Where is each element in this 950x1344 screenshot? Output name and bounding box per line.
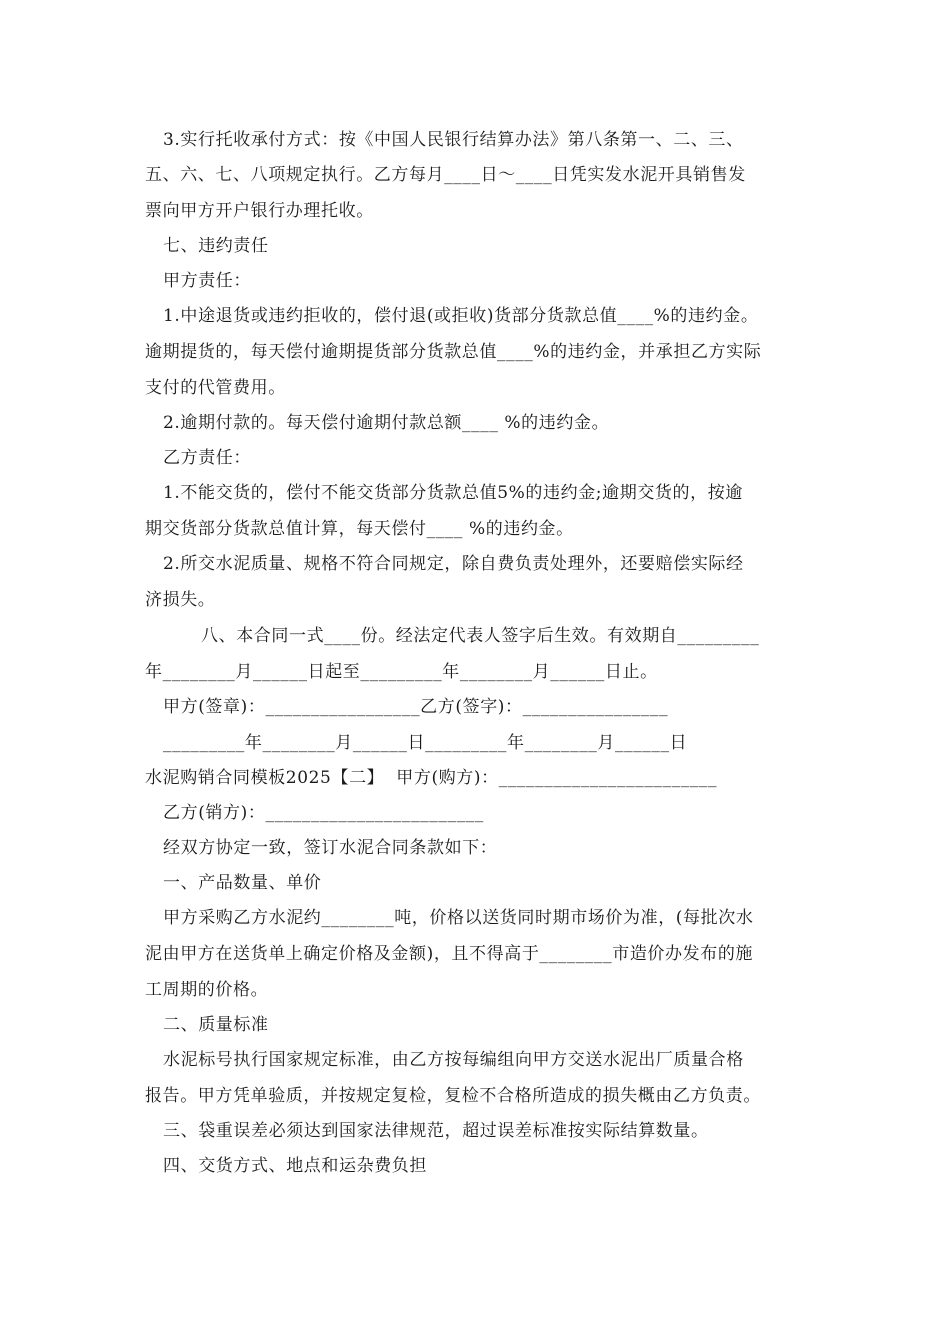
subheading: 乙方责任： [163, 448, 251, 468]
paragraph-line: 2.逾期付款的。每天偿付逾期付款总额____ %的违约金。 [163, 413, 610, 433]
paragraph-line: 3.实行托收承付方式：按《中国人民银行结算办法》第八条第一、二、三、 [163, 130, 744, 150]
paragraph-line: 八、本合同一式____份。经法定代表人签字后生效。有效期自_________ [201, 626, 760, 646]
paragraph-line: 逾期提货的，每天偿付逾期提货部分货款总值____%的违约金，并承担乙方实际 [145, 342, 762, 362]
paragraph-line: 经双方协定一致，签订水泥合同条款如下： [163, 838, 498, 858]
party-line: 乙方(销方)：________________________ [163, 803, 484, 823]
paragraph-line: 1.不能交货的，偿付不能交货部分货款总值5%的违约金;逾期交货的，按逾 [163, 483, 743, 503]
signature-line: 甲方(签章)：_________________乙方(签字)：________________ [163, 697, 669, 717]
section-heading: 七、违约责任 [163, 236, 269, 256]
paragraph-line: 期交货部分货款总值计算，每天偿付____ %的违约金。 [145, 519, 574, 539]
section-heading: 二、质量标准 [163, 1015, 269, 1035]
section-heading: 四、交货方式、地点和运杂费负担 [163, 1156, 427, 1176]
paragraph-line: 2.所交水泥质量、规格不符合同规定，除自费负责处理外，还要赔偿实际经 [163, 554, 744, 574]
paragraph-line: 报告。甲方凭单验质，并按规定复检，复检不合格所造成的损失概由乙方负责。 [145, 1086, 761, 1106]
paragraph-line: 济损失。 [145, 590, 216, 610]
paragraph-line: 五、六、七、八项规定执行。乙方每月____日～____日凭实发水泥开具销售发 [145, 165, 746, 185]
paragraph-line: 泥由甲方在送货单上确定价格及金额)，且不得高于________市造价办发布的施 [145, 944, 754, 964]
date-line: _________年________月______日_________年________月______日 [163, 733, 688, 753]
paragraph-line: 支付的代管费用。 [145, 378, 286, 398]
paragraph-line: 甲方采购乙方水泥约________吨，价格以送货同时期市场价为准，(每批次水 [163, 908, 754, 928]
paragraph-line: 工周期的价格。 [145, 980, 269, 1000]
subheading: 甲方责任： [163, 271, 251, 291]
paragraph-line: 水泥标号执行国家规定标准，由乙方按每编组向甲方交送水泥出厂质量合格 [163, 1050, 744, 1070]
paragraph-line: 年________月______日起至_________年________月______日止。 [145, 662, 658, 682]
paragraph-line: 票向甲方开户银行办理托收。 [145, 201, 374, 221]
section-heading: 一、产品数量、单价 [163, 873, 322, 893]
contract-title: 水泥购销合同模板2025【二】 甲方(购方)：________________________ [145, 768, 718, 788]
paragraph-line: 1.中途退货或违约拒收的，偿付退(或拒收)货部分货款总值____%的违约金。 [163, 306, 759, 326]
section-heading: 三、袋重误差必须达到国家法律规范，超过误差标准按实际结算数量。 [163, 1121, 709, 1141]
